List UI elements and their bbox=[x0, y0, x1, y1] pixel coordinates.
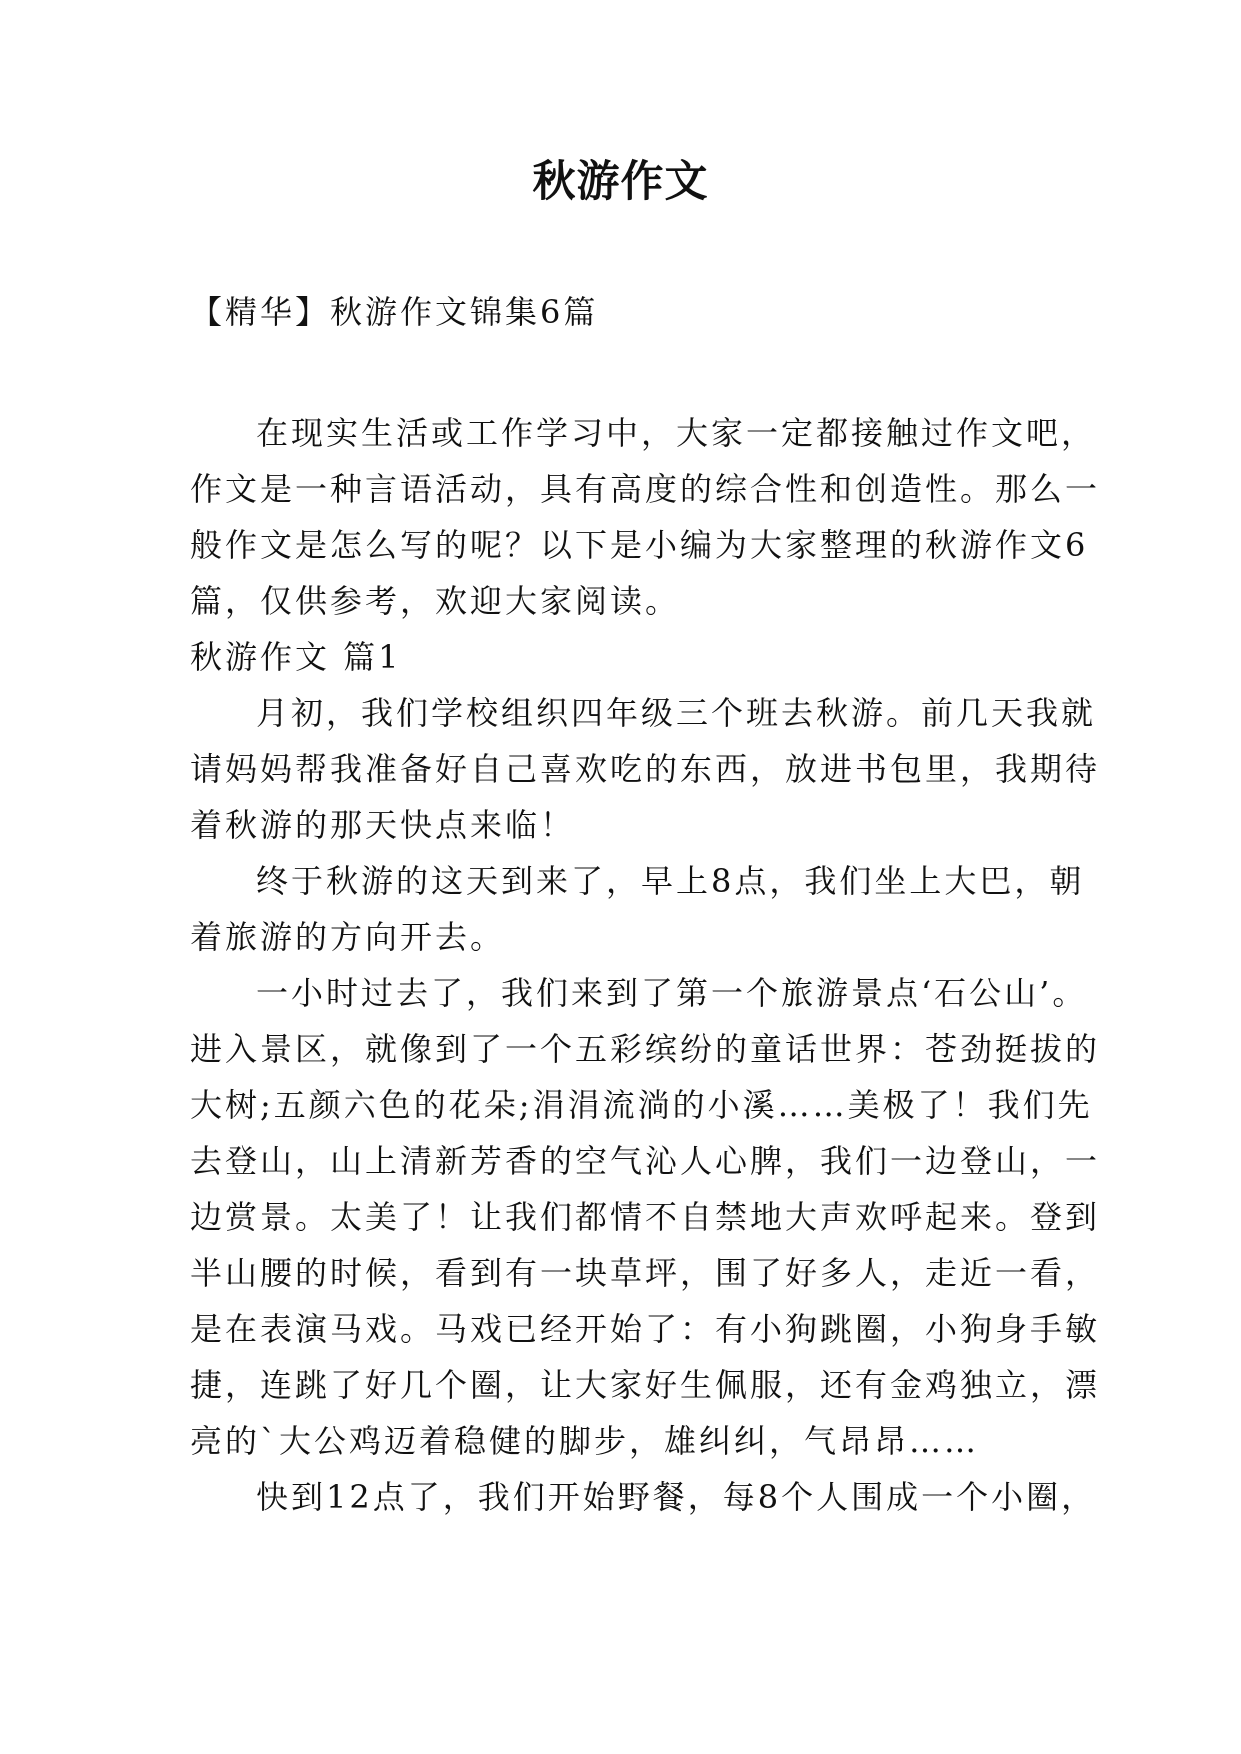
text-line: 去登山，山上清新芳香的空气沁人心脾，我们一边登山，一 bbox=[190, 1142, 1101, 1180]
text-line: 捷，连跳了好几个圈，让大家好生佩服，还有金鸡独立，漂 bbox=[190, 1366, 1101, 1404]
text-line: 篇，仅供参考，欢迎大家阅读。 bbox=[190, 582, 681, 620]
text-line: 亮的`大公鸡迈着稳健的脚步，雄纠纠，气昂昂…… bbox=[190, 1422, 980, 1460]
text-line: 在现实生活或工作学习中，大家一定都接触过作文吧， bbox=[256, 414, 1097, 452]
text-line: 是在表演马戏。马戏已经开始了：有小狗跳圈，小狗身手敏 bbox=[190, 1310, 1101, 1348]
text-line: 般作文是怎么写的呢？以下是小编为大家整理的秋游作文6 bbox=[190, 526, 1089, 564]
document-body bbox=[190, 405, 1101, 1525]
text-line: 终于秋游的这天到来了，早上8点，我们坐上大巴，朝 bbox=[256, 862, 1085, 900]
text-line: 着秋游的那天快点来临！ bbox=[190, 806, 576, 844]
text-line: 快到12点了，我们开始野餐，每8个人围成一个小圈， bbox=[256, 1478, 1097, 1516]
text-line: 一小时过去了，我们来到了第一个旅游景点‘石公山’。 bbox=[256, 974, 1088, 1012]
text-line: 月初，我们学校组织四年级三个班去秋游。前几天我就 bbox=[256, 694, 1097, 732]
document-title: 秋游作文 bbox=[532, 157, 709, 207]
text-line: 进入景区，就像到了一个五彩缤纷的童话世界：苍劲挺拔的 bbox=[190, 1030, 1101, 1068]
text-line: 着旅游的方向开去。 bbox=[190, 918, 506, 956]
document-subtitle: 【精华】秋游作文锦集6篇 bbox=[190, 293, 599, 331]
text-line: 作文是一种言语活动，具有高度的综合性和创造性。那么一 bbox=[190, 470, 1101, 508]
text-line: 半山腰的时候，看到有一块草坪，围了好多人，走近一看， bbox=[190, 1254, 1101, 1292]
text-line: 秋游作文 篇1 bbox=[190, 638, 402, 676]
text-line: 请妈妈帮我准备好自己喜欢吃的东西，放进书包里，我期待 bbox=[190, 750, 1101, 788]
text-line: 大树;五颜六色的花朵;涓涓流淌的小溪……美极了！我们先 bbox=[190, 1086, 1093, 1124]
text-line: 边赏景。太美了！让我们都情不自禁地大声欢呼起来。登到 bbox=[190, 1198, 1101, 1236]
